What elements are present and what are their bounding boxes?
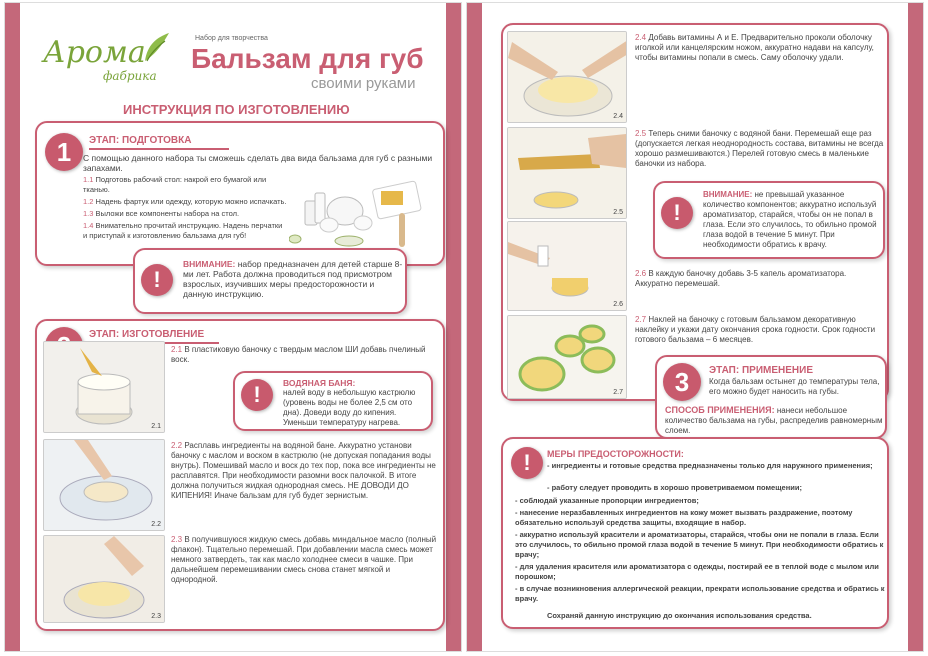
left-page bbox=[4, 2, 462, 652]
list-item: 1.4 Внимательно прочитай инструкцию. Надень перчатки и приступай к изготовлению бальзама для губ! bbox=[83, 221, 283, 240]
safety-item: - нанесение неразбавленных ингредиентов на кожу может вызвать раздражение, поэтому обязательно используй средства защиты, входящие в набор. bbox=[515, 508, 853, 527]
water-bath-title: ВОДЯНАЯ БАНЯ: bbox=[283, 378, 356, 388]
safety-item: - работу следует проводить в хорошо проветриваемом помещении; bbox=[547, 483, 802, 492]
stage1-number: 1 bbox=[45, 133, 83, 171]
kit-photo bbox=[289, 171, 439, 251]
photo-2-6 bbox=[507, 221, 627, 311]
stage3-number: 3 bbox=[663, 363, 701, 401]
photo-caption: 2.2 bbox=[151, 521, 161, 528]
steps-box bbox=[501, 23, 889, 401]
exclamation-icon: ! bbox=[241, 379, 273, 411]
right-page bbox=[466, 2, 924, 652]
brand-sub: фабрика bbox=[103, 69, 157, 83]
list-item: 1.3 Выложи все компоненты набора на стол. bbox=[83, 209, 240, 218]
photo-2-2 bbox=[43, 439, 165, 531]
stage1-list bbox=[83, 175, 288, 241]
exclamation-icon: ! bbox=[141, 264, 173, 296]
photo-caption: 2.4 bbox=[613, 113, 623, 120]
page-subtitle: своими руками bbox=[311, 75, 416, 92]
stage3-text: Когда бальзам остынет до температуры тела, его можно будет наносить на губы. bbox=[709, 377, 880, 396]
stage1-rule bbox=[89, 148, 229, 150]
right-stripe bbox=[908, 3, 923, 651]
photo-caption: 2.7 bbox=[613, 389, 623, 396]
stage1-intro: С помощью данного набора ты сможешь сделать два вида бальзама для губ с разными запахами. bbox=[83, 153, 433, 173]
stage1-title: ЭТАП: ПОДГОТОВКА bbox=[89, 135, 192, 146]
left-stripe bbox=[5, 3, 20, 651]
left-stripe bbox=[467, 3, 482, 651]
list-item: 1.1 Подготовь рабочий стол: накрой его бумагой или тканью. bbox=[83, 175, 267, 194]
photo-2-5 bbox=[507, 127, 627, 219]
stage3-title: ЭТАП: ПРИМЕНЕНИЕ bbox=[709, 365, 813, 376]
right-stripe bbox=[446, 3, 461, 651]
photo-2-1 bbox=[43, 341, 165, 433]
instruction-heading: ИНСТРУКЦИЯ ПО ИЗГОТОВЛЕНИЮ bbox=[123, 102, 350, 117]
exclamation-icon: ! bbox=[661, 197, 693, 229]
photo-caption: 2.5 bbox=[613, 209, 623, 216]
safety-box bbox=[501, 437, 889, 629]
step-2-2: 2.2 Расплавь ингредиенты на водяной бане. Аккуратно установи баночку с маслом и воском в кастрюлю (не допуская попадания воды внутрь). Помешивай масло и воск до тех пор, пока все ингредиенты не расплавятся. При необходимости разомни воск палочкой. В итоге должна получиться жидкая однородная смесь. НЕ ДОВОДИ ДО КИПЕНИЯ! Иначе бальзам для губ будет зернистым. bbox=[171, 441, 436, 500]
photo-caption: 2.3 bbox=[151, 613, 161, 620]
warning2-box bbox=[653, 181, 885, 259]
step-2-5: 2.5 Теперь сними баночку с водяной бани. Перемешай еще раз (допускается легкая неоднородность состава, витамины не всегда хорошо размешиваются.) Перелей готовую смесь в маленькие баночки из набора. bbox=[635, 129, 884, 168]
step-2-1: 2.1 В пластиковую баночку с твердым маслом ШИ добавь пчелиный воск. bbox=[171, 345, 426, 364]
safety-item: - ингредиенты и готовые средства предназначены только для наружного применения; bbox=[547, 461, 873, 470]
method-text: СПОСОБ ПРИМЕНЕНИЯ: нанеси небольшое количество бальзама на губы, распределив равномерным слоем. bbox=[665, 405, 883, 435]
stage1-box bbox=[35, 121, 445, 266]
kit-label: Набор для творчества bbox=[195, 35, 268, 42]
step-2-4: 2.4 Добавь витамины А и Е. Предварительно проколи оболочку иголкой или канцелярским ножом, аккуратно надави на капсулу, чтобы витамины попали в смесь. Саму оболочку удали. bbox=[635, 33, 874, 62]
brand-logo bbox=[43, 25, 173, 85]
water-bath-text: налей воду в небольшую кастрюлю (уровень воды не более 2,5 см ото дна). Доведи воду до кипения. Уменьши температуру нагрева. bbox=[283, 388, 416, 427]
warning1-box bbox=[133, 248, 407, 314]
stage3-box bbox=[655, 355, 887, 439]
safety-item: - в случае возникновения аллергической реакции, прекрати использование средства и обратись к врачу. bbox=[515, 584, 885, 603]
list-item: 1.2 Надень фартук или одежду, которую можно испачкать. bbox=[83, 197, 287, 206]
photo-caption: 2.6 bbox=[613, 301, 623, 308]
safety-footer: Сохраняй данную инструкцию до окончания использования средства. bbox=[547, 611, 812, 620]
warning1-text: ВНИМАНИЕ: набор предназначен для детей старше 8-ми лет. Работа должна проводиться под присмотром взрослых, изучивших меры предосторожности и данную инструкцию. bbox=[183, 259, 403, 299]
photo-caption: 2.1 bbox=[151, 423, 161, 430]
exclamation-icon: ! bbox=[511, 447, 543, 479]
stage2-box bbox=[35, 319, 445, 631]
warning2-text: ВНИМАНИЕ: не превышай указанное количество компонентов; аккуратно используй ароматизатор, старайся, чтобы он не попал в глаза. Если это случилось, то обильно промой глаза водой в течение 5 минут. При необходимости обратись к врачу. bbox=[703, 190, 877, 249]
safety-title: МЕРЫ ПРЕДОСТОРОЖНОСТИ: bbox=[547, 449, 684, 459]
step-2-3: 2.3 В получившуюся жидкую смесь добавь миндальное масло (полный флакон). Тщательно перемешай. При добавлении масла смесь может немного затвердеть, так как масло холоднее смеси в чашке. При дальнейшем перемешивании смесь снова станет мягкой и однородной. bbox=[171, 535, 437, 584]
brand-name: Арома bbox=[43, 35, 146, 70]
photo-2-7 bbox=[507, 315, 627, 399]
water-bath-box bbox=[233, 371, 433, 431]
photo-2-4 bbox=[507, 31, 627, 123]
step-2-6: 2.6 В каждую баночку добавь 3-5 капель ароматизатора. Аккуратно перемешай. bbox=[635, 269, 847, 288]
safety-item: - аккуратно используй красители и ароматизаторы, старайся, чтобы они не попали в глаза. Если это случилось, то обильно промой глаза водой в течение 5 минут. При необходимости обратись к врачу; bbox=[515, 530, 884, 559]
step-2-7: 2.7 Наклей на баночку с готовым бальзамом декоративную наклейку и укажи дату окончания срока годности. Срок годности готового бальзама – 6 месяцев. bbox=[635, 315, 876, 344]
safety-item: - для удаления красителя или ароматизатора с одежды, постирай ее в теплой воде с мылом или порошком; bbox=[515, 562, 879, 581]
photo-2-3 bbox=[43, 535, 165, 623]
stage2-title: ЭТАП: ИЗГОТОВЛЕНИЕ bbox=[89, 329, 205, 340]
page-title: Бальзам для губ bbox=[191, 43, 424, 74]
safety-item: - соблюдай указанные пропорции ингредиентов; bbox=[515, 496, 699, 505]
